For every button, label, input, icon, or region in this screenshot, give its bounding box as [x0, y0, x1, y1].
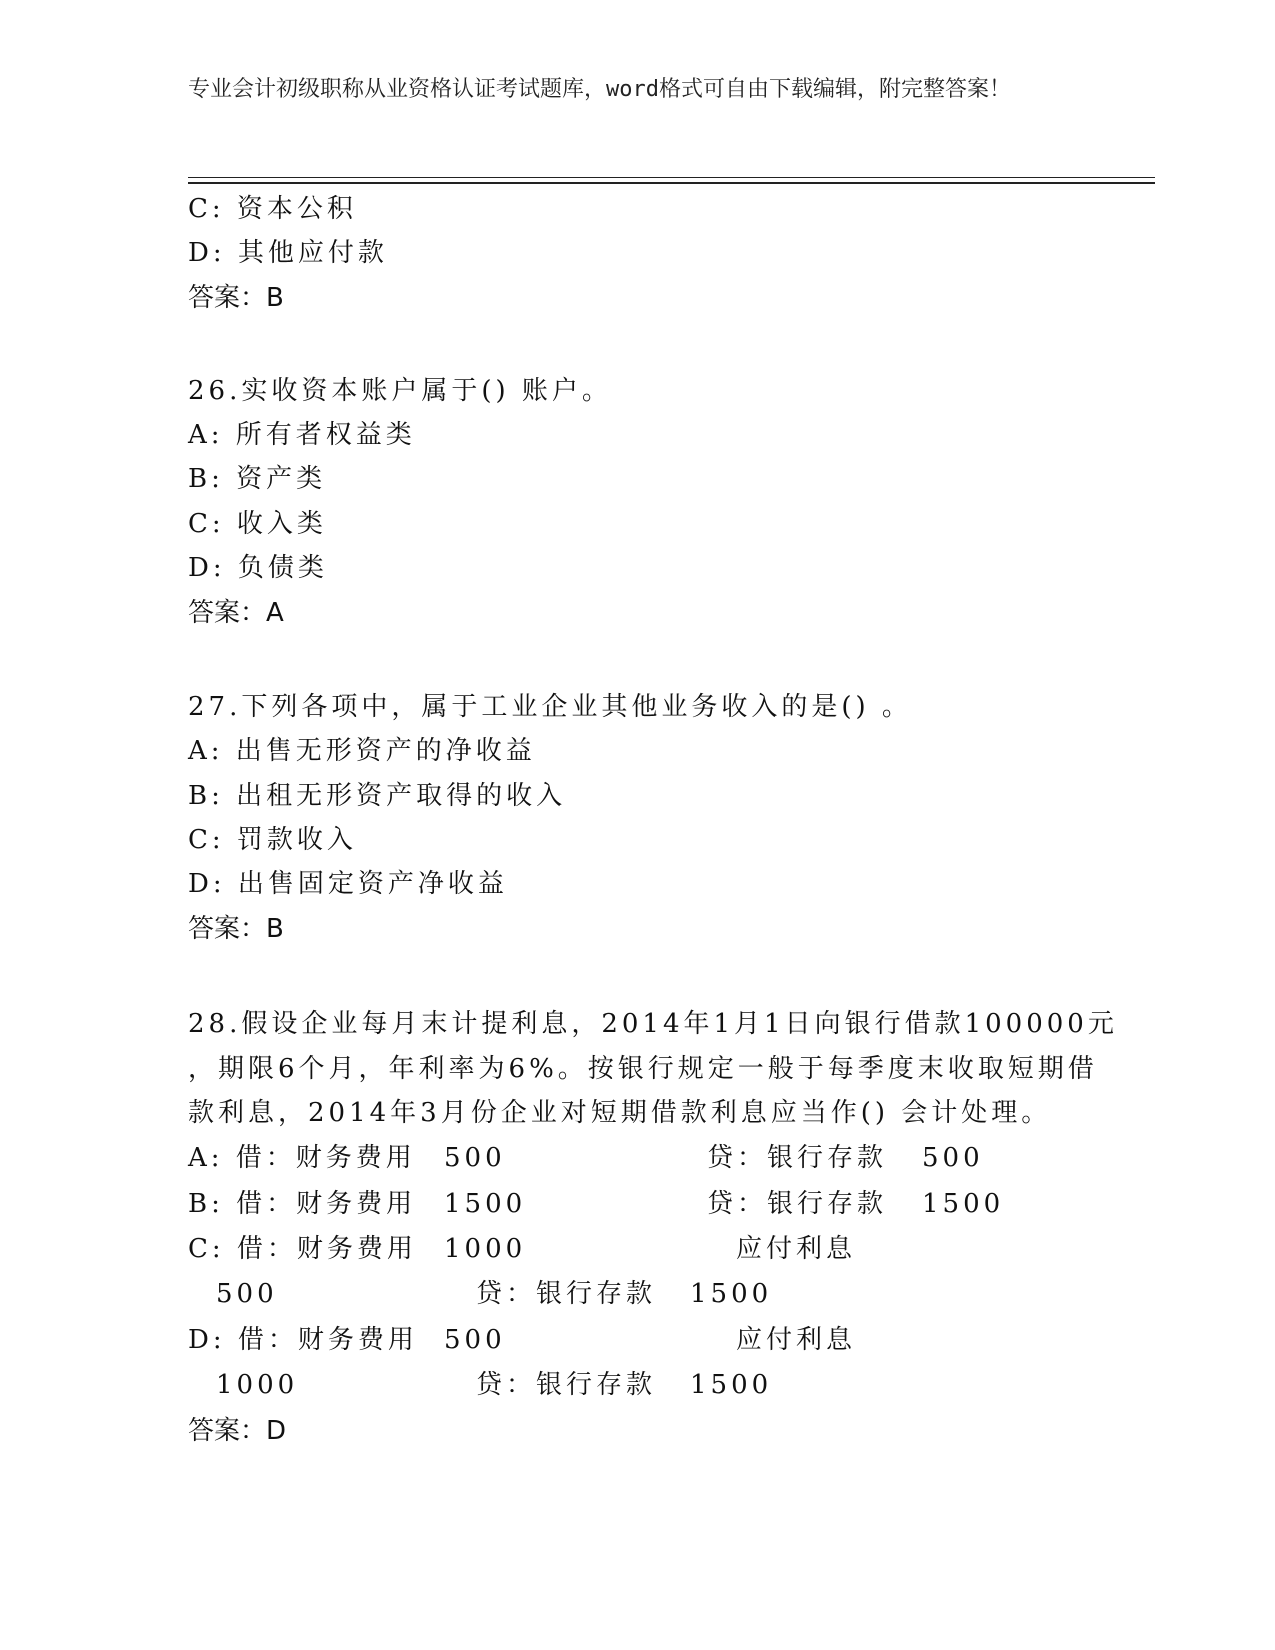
q27-option-d: D: 出售固定资产净收益	[188, 869, 508, 899]
header-rule-thick	[188, 182, 1155, 184]
q26-option-b: B: 资产类	[188, 464, 327, 494]
q28-option-d-mid-account: 应付利息	[736, 1325, 857, 1355]
q28-option-c-mid-amount: 500	[216, 1279, 278, 1309]
prev-option-c: C: 资本公积	[188, 194, 357, 224]
q28-option-c-credit: 贷：银行存款	[476, 1279, 657, 1309]
q26-option-c: C: 收入类	[188, 509, 327, 539]
q28-option-d-credit-amount: 1500	[690, 1370, 773, 1400]
q27-answer: 答案：B	[188, 914, 284, 944]
q28-option-a-credit: 贷：银行存款	[707, 1143, 888, 1173]
q28-option-b-credit: 贷：银行存款	[707, 1189, 888, 1219]
q28-option-d-credit: 贷：银行存款	[476, 1370, 657, 1400]
q27-option-c: C: 罚款收入	[188, 825, 357, 855]
q28-stem-line-1: 28.假设企业每月末计提利息，2014年1月1日向银行借款100000元	[188, 1009, 1118, 1039]
q28-option-d-debit-amount: 500	[444, 1325, 506, 1355]
q28-option-c-debit: C: 借：财务费用	[188, 1234, 417, 1264]
q28-option-c-debit-amount: 1000	[444, 1234, 527, 1264]
q28-stem-line-2: ，期限6个月，年利率为6%。按银行规定一般于每季度末收取短期借	[188, 1054, 1098, 1084]
q26-option-a: A: 所有者权益类	[188, 420, 416, 450]
q26-option-d: D: 负债类	[188, 553, 328, 583]
q27-stem: 27.下列各项中，属于工业企业其他业务收入的是() 。	[188, 692, 912, 722]
q28-option-d-mid-amount: 1000	[216, 1370, 299, 1400]
q28-stem-line-3: 款利息，2014年3月份企业对短期借款利息应当作() 会计处理。	[188, 1098, 1052, 1128]
q28-answer: 答案：D	[188, 1416, 287, 1446]
q26-stem: 26.实收资本账户属于() 账户。	[188, 376, 612, 406]
q28-option-d-debit: D: 借：财务费用	[188, 1325, 418, 1355]
q28-option-a-debit: A: 借：财务费用	[188, 1143, 416, 1173]
q28-option-b-credit-amount: 1500	[922, 1189, 1005, 1219]
prev-answer: 答案：B	[188, 283, 284, 313]
page-header: 专业会计初级职称从业资格认证考试题库，word格式可自由下载编辑，附完整答案！	[188, 77, 1011, 102]
q28-option-a-credit-amount: 500	[922, 1143, 984, 1173]
q28-option-b-debit: B: 借：财务费用	[188, 1189, 417, 1219]
q28-option-a-debit-amount: 500	[444, 1143, 506, 1173]
q27-option-b: B: 出租无形资产取得的收入	[188, 781, 567, 811]
q27-option-a: A: 出售无形资产的净收益	[188, 736, 536, 766]
q28-option-c-mid-account: 应付利息	[736, 1234, 857, 1264]
q28-option-c-credit-amount: 1500	[690, 1279, 773, 1309]
header-rule-thin	[188, 177, 1155, 178]
q26-answer: 答案：A	[188, 598, 284, 628]
prev-option-d: D: 其他应付款	[188, 238, 388, 268]
q28-option-b-debit-amount: 1500	[444, 1189, 527, 1219]
